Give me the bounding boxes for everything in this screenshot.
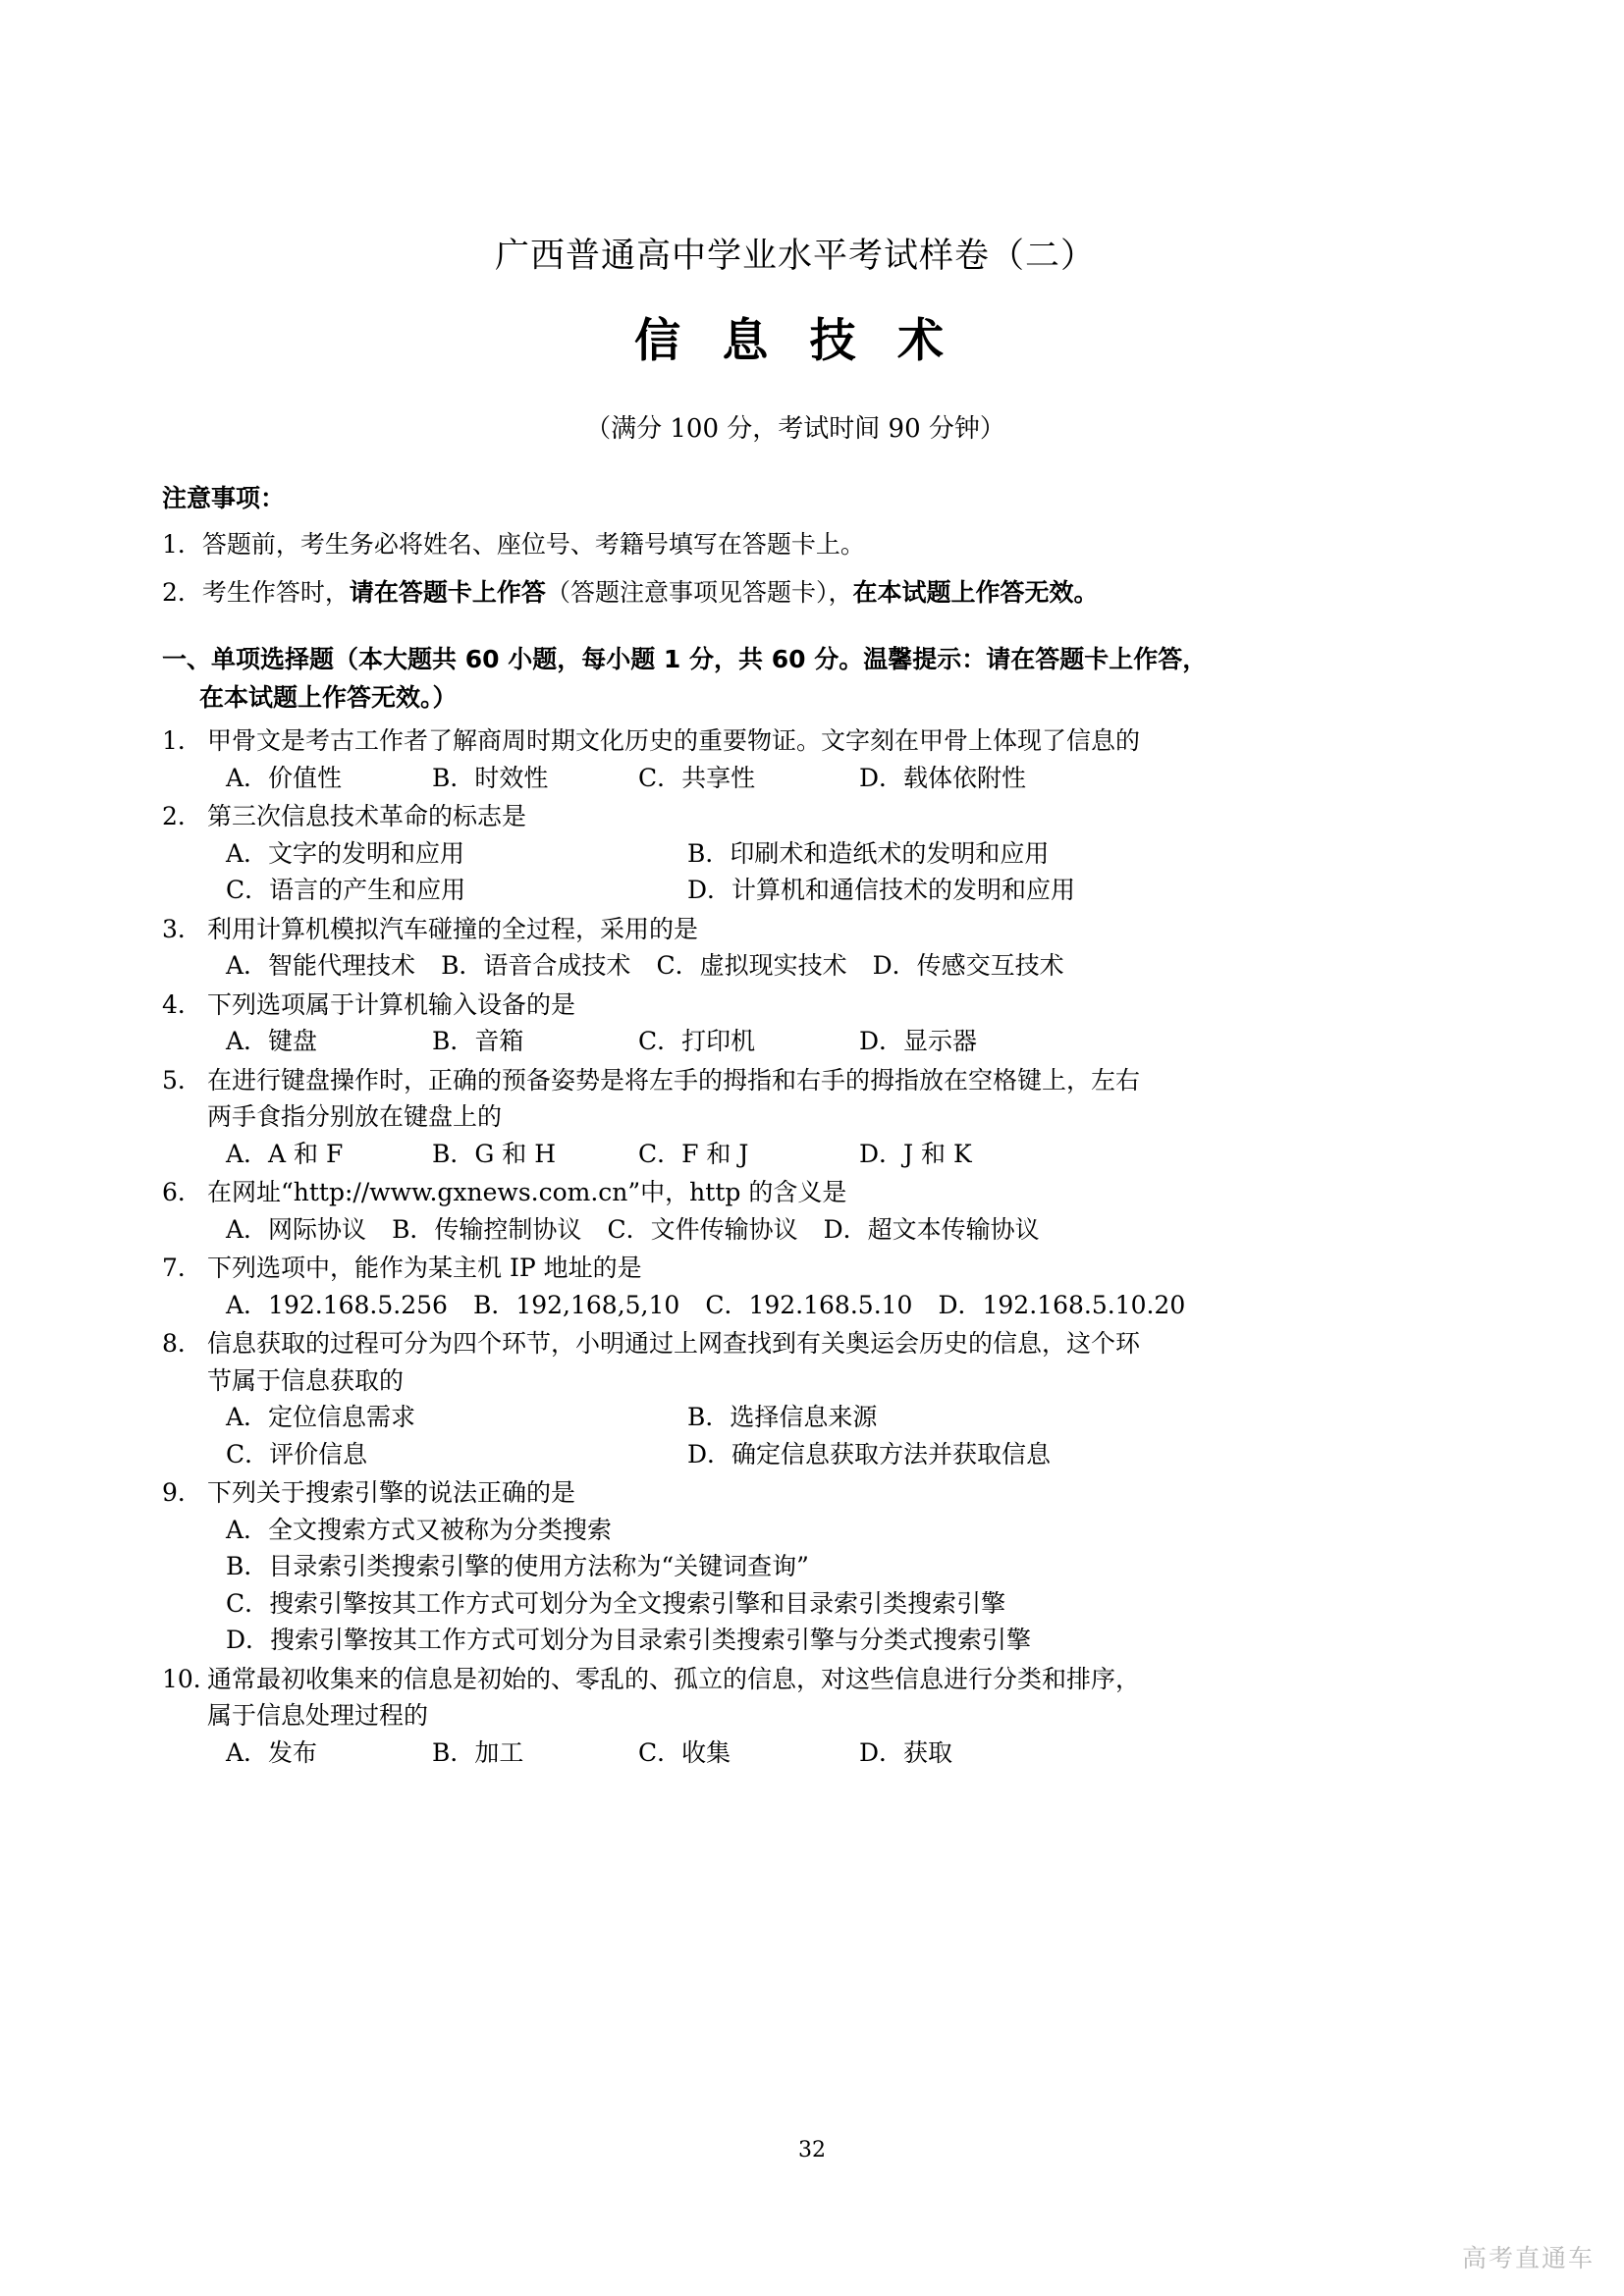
watermark: 高考直通车 bbox=[1461, 2244, 1595, 2272]
notice-item-2 bbox=[162, 574, 1429, 612]
notices-heading: 注意事项： bbox=[162, 483, 286, 512]
question-text bbox=[207, 798, 1429, 835]
question-text bbox=[207, 722, 1429, 760]
question-stem bbox=[162, 798, 1429, 835]
option-b[interactable]: B．G 和 H bbox=[432, 1139, 557, 1168]
option-row bbox=[162, 835, 1429, 873]
question-item bbox=[162, 722, 1429, 796]
question-stem bbox=[162, 1661, 1429, 1735]
option-a[interactable]: A．全文搜索方式又被称为分类搜索 bbox=[226, 1515, 613, 1544]
question-number: 5． bbox=[162, 1065, 202, 1095]
page-title: 广西普通高中学业水平考试样卷（二） bbox=[494, 237, 1096, 276]
section-heading-line-2: 在本试题上作答无效。） bbox=[199, 682, 458, 712]
option-b[interactable]: B．语音合成技术 bbox=[441, 951, 631, 981]
question-number: 6． bbox=[162, 1178, 202, 1207]
question-item bbox=[162, 911, 1429, 985]
notice-2-part-1: 2．考生作答时， bbox=[162, 578, 350, 608]
question-text-line-1: 利用计算机模拟汽车碰撞的全过程，采用的是 bbox=[207, 914, 699, 943]
question-text-line-1: 通常最初收集来的信息是初始的、零乱的、孤立的信息，对这些信息进行分类和排序， bbox=[207, 1664, 1141, 1693]
option-row bbox=[162, 947, 1429, 985]
question-text bbox=[207, 1174, 1429, 1211]
question-text bbox=[207, 1062, 1429, 1136]
question-number: 8． bbox=[162, 1329, 202, 1359]
option-b[interactable]: B．印刷术和造纸术的发明和应用 bbox=[687, 838, 1050, 868]
option-d[interactable]: D．获取 bbox=[859, 1737, 953, 1767]
option-row bbox=[162, 1735, 1429, 1772]
question-item bbox=[162, 1250, 1429, 1323]
notice-2-bold-2: 在本试题上作答无效。 bbox=[852, 578, 1099, 608]
question-text-line-1: 甲骨文是考古工作者了解商周时期文化历史的重要物证。文字刻在甲骨上体现了信息的 bbox=[207, 726, 1141, 756]
option-row bbox=[162, 1287, 1429, 1324]
option-d[interactable]: D．搜索引擎按其工作方式可划分为目录索引类搜索引擎与分类式搜索引擎 bbox=[226, 1626, 1032, 1655]
option-row bbox=[162, 1512, 1429, 1659]
question-list bbox=[162, 722, 1429, 1771]
option-d[interactable]: D．传感交互技术 bbox=[872, 951, 1064, 981]
question-stem bbox=[162, 1474, 1429, 1512]
section-heading-line-1: 一、单项选择题（本大题共 60 小题，每小题 1 分，共 60 分。温馨提示：请在答题卡上作答， bbox=[162, 644, 1208, 673]
option-c[interactable]: C．收集 bbox=[638, 1737, 731, 1767]
score-and-time-line: （满分 100 分，考试时间 90 分钟） bbox=[585, 414, 1005, 445]
option-a[interactable]: A．网际协议 bbox=[226, 1214, 367, 1244]
option-row bbox=[162, 1436, 1429, 1473]
question-number: 10． bbox=[162, 1664, 218, 1693]
option-a[interactable]: A．定位信息需求 bbox=[226, 1403, 416, 1432]
notice-item-1: 1．答题前，考生务必将姓名、座位号、考籍号填写在答题卡上。 bbox=[162, 529, 865, 559]
option-c[interactable]: C．192.168.5.10 bbox=[705, 1290, 913, 1319]
option-d[interactable]: D．计算机和通信技术的发明和应用 bbox=[687, 876, 1076, 905]
option-b[interactable]: B．音箱 bbox=[432, 1027, 524, 1056]
page-number: 32 bbox=[798, 2138, 826, 2163]
question-stem bbox=[162, 1174, 1429, 1211]
question-text-line-1: 在进行键盘操作时，正确的预备姿势是将左手的拇指和右手的拇指放在空格键上，左右 bbox=[207, 1065, 1141, 1095]
question-stem bbox=[162, 911, 1429, 948]
option-row bbox=[162, 1136, 1429, 1173]
question-number: 1． bbox=[162, 726, 202, 756]
question-item bbox=[162, 1062, 1429, 1173]
question-text bbox=[207, 1325, 1429, 1399]
option-b[interactable]: B．目录索引类搜索引擎的使用方法称为“关键词查询” bbox=[226, 1552, 809, 1581]
question-text-line-1: 信息获取的过程可分为四个环节，小明通过上网查找到有关奥运会历史的信息，这个环 bbox=[207, 1329, 1141, 1359]
question-text bbox=[207, 987, 1429, 1024]
option-b[interactable]: B．192,168,5,10 bbox=[472, 1290, 680, 1319]
question-item bbox=[162, 1174, 1429, 1248]
option-d[interactable]: D．超文本传输协议 bbox=[823, 1214, 1040, 1244]
option-row bbox=[162, 872, 1429, 909]
option-b[interactable]: B．传输控制协议 bbox=[392, 1214, 582, 1244]
option-c[interactable]: C．共享性 bbox=[638, 763, 756, 792]
option-c[interactable]: C．评价信息 bbox=[226, 1439, 368, 1468]
question-text-line-1: 下列选项中，能作为某主机 IP 地址的是 bbox=[207, 1254, 642, 1283]
option-row bbox=[162, 760, 1429, 797]
question-text-line-1: 下列关于搜索引擎的说法正确的是 bbox=[207, 1478, 576, 1508]
question-item bbox=[162, 798, 1429, 909]
notice-2-bold-1: 请在答题卡上作答 bbox=[349, 578, 546, 608]
question-item bbox=[162, 987, 1429, 1060]
question-text bbox=[207, 1661, 1429, 1735]
question-stem bbox=[162, 722, 1429, 760]
option-b[interactable]: B．时效性 bbox=[432, 763, 549, 792]
option-d[interactable]: D．192.168.5.10.20 bbox=[938, 1290, 1186, 1319]
question-text-line-2: 两手食指分别放在键盘上的 bbox=[207, 1102, 503, 1132]
option-c[interactable]: C．语言的产生和应用 bbox=[226, 876, 466, 905]
option-c[interactable]: C．打印机 bbox=[638, 1027, 756, 1056]
option-d[interactable]: D．确定信息获取方法并获取信息 bbox=[687, 1439, 1052, 1468]
option-d[interactable]: D．载体依附性 bbox=[859, 763, 1027, 792]
question-item bbox=[162, 1474, 1429, 1659]
question-text bbox=[207, 1474, 1429, 1512]
question-item bbox=[162, 1661, 1429, 1772]
option-a[interactable]: A．A 和 F bbox=[226, 1139, 344, 1168]
option-row bbox=[162, 1023, 1429, 1060]
question-number: 7． bbox=[162, 1254, 202, 1283]
option-a[interactable]: A．文字的发明和应用 bbox=[226, 838, 465, 868]
option-b[interactable]: B．选择信息来源 bbox=[687, 1403, 878, 1432]
question-stem bbox=[162, 1250, 1429, 1287]
question-item bbox=[162, 1325, 1429, 1472]
question-text-line-1: 在网址“http://www.gxnews.com.cn”中，http 的含义是 bbox=[207, 1178, 847, 1207]
question-stem bbox=[162, 1325, 1429, 1399]
option-a[interactable]: A．价值性 bbox=[226, 763, 343, 792]
question-text bbox=[207, 911, 1429, 948]
option-d[interactable]: D．显示器 bbox=[859, 1027, 978, 1056]
option-c[interactable]: C．F 和 J bbox=[638, 1139, 749, 1168]
option-b[interactable]: B．加工 bbox=[432, 1737, 524, 1767]
page-content-area bbox=[162, 0, 1429, 2296]
question-text-line-1: 下列选项属于计算机输入设备的是 bbox=[207, 989, 576, 1019]
question-text bbox=[207, 1250, 1429, 1287]
question-number: 3． bbox=[162, 914, 202, 943]
option-row bbox=[162, 1399, 1429, 1436]
subject-title: 信 息 技 术 bbox=[633, 314, 957, 368]
option-row bbox=[162, 1211, 1429, 1249]
question-stem bbox=[162, 987, 1429, 1024]
question-number: 9． bbox=[162, 1478, 202, 1508]
option-a[interactable]: A．发布 bbox=[226, 1737, 318, 1767]
notice-2-part-2: （答题注意事项见答题卡）， bbox=[545, 578, 853, 608]
option-a[interactable]: A．192.168.5.256 bbox=[226, 1290, 448, 1319]
question-number: 2． bbox=[162, 802, 202, 831]
question-text-line-1: 第三次信息技术革命的标志是 bbox=[207, 802, 527, 831]
question-text-line-2: 属于信息处理过程的 bbox=[207, 1701, 429, 1731]
section-heading bbox=[162, 641, 1429, 718]
option-c[interactable]: C．虚拟现实技术 bbox=[656, 951, 847, 981]
notices-block bbox=[162, 446, 1429, 612]
option-a[interactable]: A．键盘 bbox=[226, 1027, 318, 1056]
question-number: 4． bbox=[162, 989, 202, 1019]
question-stem bbox=[162, 1062, 1429, 1136]
question-text-line-2: 节属于信息获取的 bbox=[207, 1365, 405, 1395]
option-a[interactable]: A．智能代理技术 bbox=[226, 951, 416, 981]
option-d[interactable]: D．J 和 K bbox=[859, 1139, 972, 1168]
option-c[interactable]: C．文件传输协议 bbox=[607, 1214, 798, 1244]
option-c[interactable]: C．搜索引擎按其工作方式可划分为全文搜索引擎和目录索引类搜索引擎 bbox=[226, 1588, 1006, 1618]
